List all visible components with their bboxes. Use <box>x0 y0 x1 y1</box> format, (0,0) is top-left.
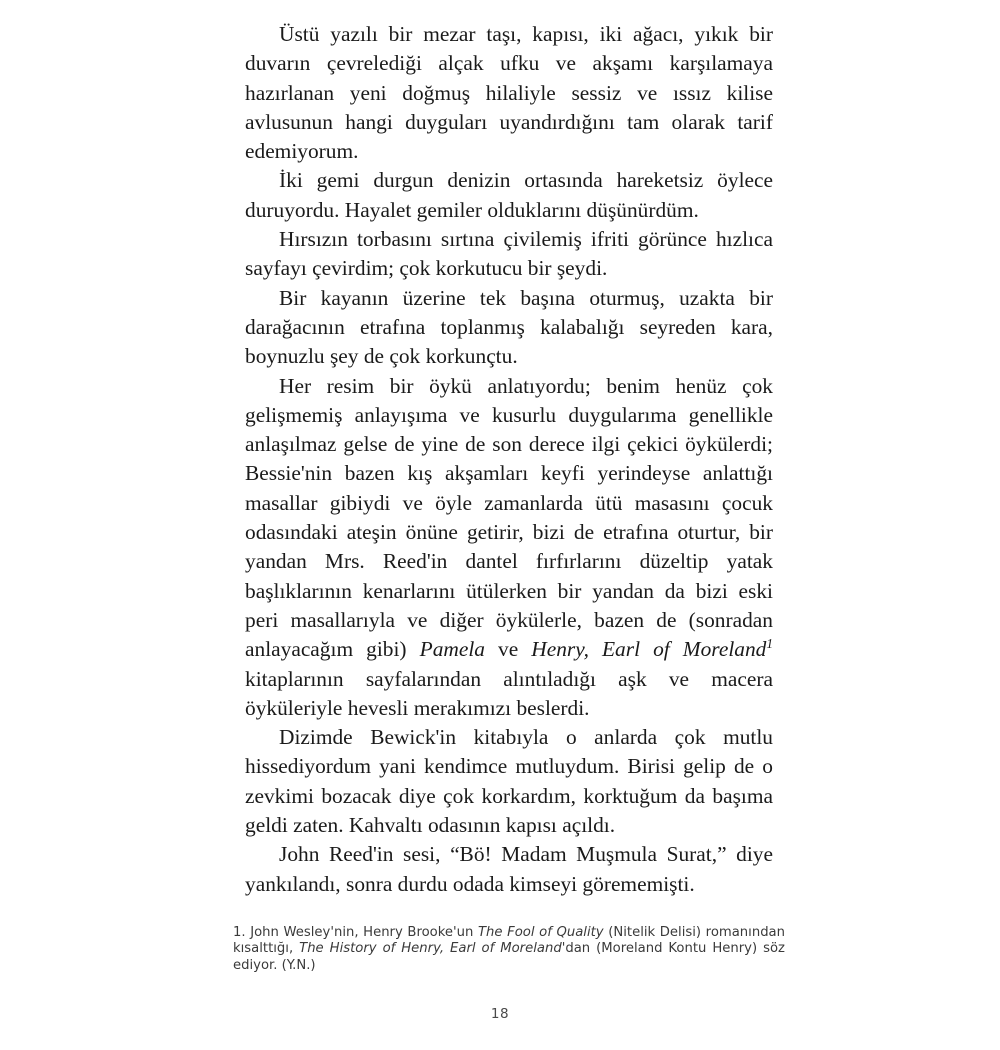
paragraph-6-text: Dizimde Bewick'in kitabıyla o anlarda çok mutlu hissediyordum yani kendimce mutluydum. Birisi gelip de o zevkimi bozacak diye çok korkardım, korktuğum da başıma geldi zaten. Kahvaltı odasının kapısı açıldı. <box>245 725 773 838</box>
footnote-reference-1[interactable]: 1 <box>766 636 773 652</box>
footnote-1 <box>233 925 785 974</box>
footnote-title-history-of-henry: The History of Henry, Earl of Moreland <box>299 941 562 957</box>
footnote-title-fool-of-quality: The Fool of Quality <box>477 925 604 940</box>
paragraph-3 <box>245 225 773 284</box>
paragraph-7-text: John Reed'in sesi, “Bö! Madam Muşmula Surat,” diye yankılandı, sonra durdu odada kimseyi görememişti. <box>245 842 773 896</box>
paragraph-3-text: Hırsızın torbasını sırtına çivilemiş ifriti görünce hızlıca sayfayı çevirdim; çok korkutucu bir şeydi. <box>245 227 773 281</box>
paragraph-5 <box>245 372 773 724</box>
paragraph-2-text: İki gemi durgun denizin ortasında hareketsiz öylece duruyordu. Hayalet gemiler olduklarını düşünürdüm. <box>245 168 773 222</box>
paragraph-1 <box>245 20 773 166</box>
paragraph-5-run-1: Her resim bir öykü anlatıyordu; benim henüz çok gelişmemiş anlayışıma ve kusurlu duygularıma genellikle anlaşılmaz gelse de yine de son derece ilgi çekici öykülerdi; Bessie'nin bazen kış akşamları keyfi yerindeyse anlattığı masallar gibiydi ve öyle zamanlarda ütü masasını çocuk odasındaki ateşin önüne getirir, bizi de etrafına oturtur, bir yandan Mrs. Reed'in dantel fırfırlarını düzeltip yatak başlıklarının kenarlarını ütülerken bir yandan da bizi eski peri masallarıyla ve diğer öykülerle, bazen de (sonradan anlayacağım gibi) <box>245 373 773 662</box>
footnote-run-1: John Wesley'nin, Henry Brooke'un <box>245 925 478 940</box>
book-title-pamela: Pamela <box>419 637 485 662</box>
page-number: 18 <box>490 1006 510 1022</box>
body-text-block <box>245 20 773 899</box>
paragraph-6 <box>245 723 773 840</box>
paragraph-4 <box>245 284 773 372</box>
paragraph-5-run-after: kitaplarının sayfalarından alıntıladığı aşk ve macera öyküleriyle hevesli merakımızı beslerdi. <box>245 666 773 720</box>
paragraph-1-text: Üstü yazılı bir mezar taşı, kapısı, iki ağacı, yıkık bir duvarın çevrelediği alçak ufku ve akşamı karşılamaya hazırlanan yeni doğmuş hilaliyle sessiz ve ıssız kilise avlusunun hangi duyguları uyandırdığını tam olarak tarif edemiyorum. <box>245 22 773 164</box>
footnote-run-2: (Nitelik Delisi) romanından kısalttığı, <box>233 925 786 957</box>
book-title-henry-earl-of-moreland: Henry, Earl of Moreland <box>531 637 767 662</box>
footnote-run-3: 'dan (Moreland Kontu Henry) söz ediyor. (Y.N.) <box>233 941 785 973</box>
paragraph-7 <box>245 840 773 899</box>
paragraph-5-run-between: ve <box>484 637 532 662</box>
paragraph-2 <box>245 166 773 225</box>
footnote-marker: 1. <box>233 925 246 940</box>
footnote-block <box>233 925 785 974</box>
paragraph-4-text: Bir kayanın üzerine tek başına oturmuş, uzakta bir darağacının etrafına toplanmış kalabalığı seyreden kara, boynuzlu şey de çok korkunçtu. <box>245 285 773 369</box>
